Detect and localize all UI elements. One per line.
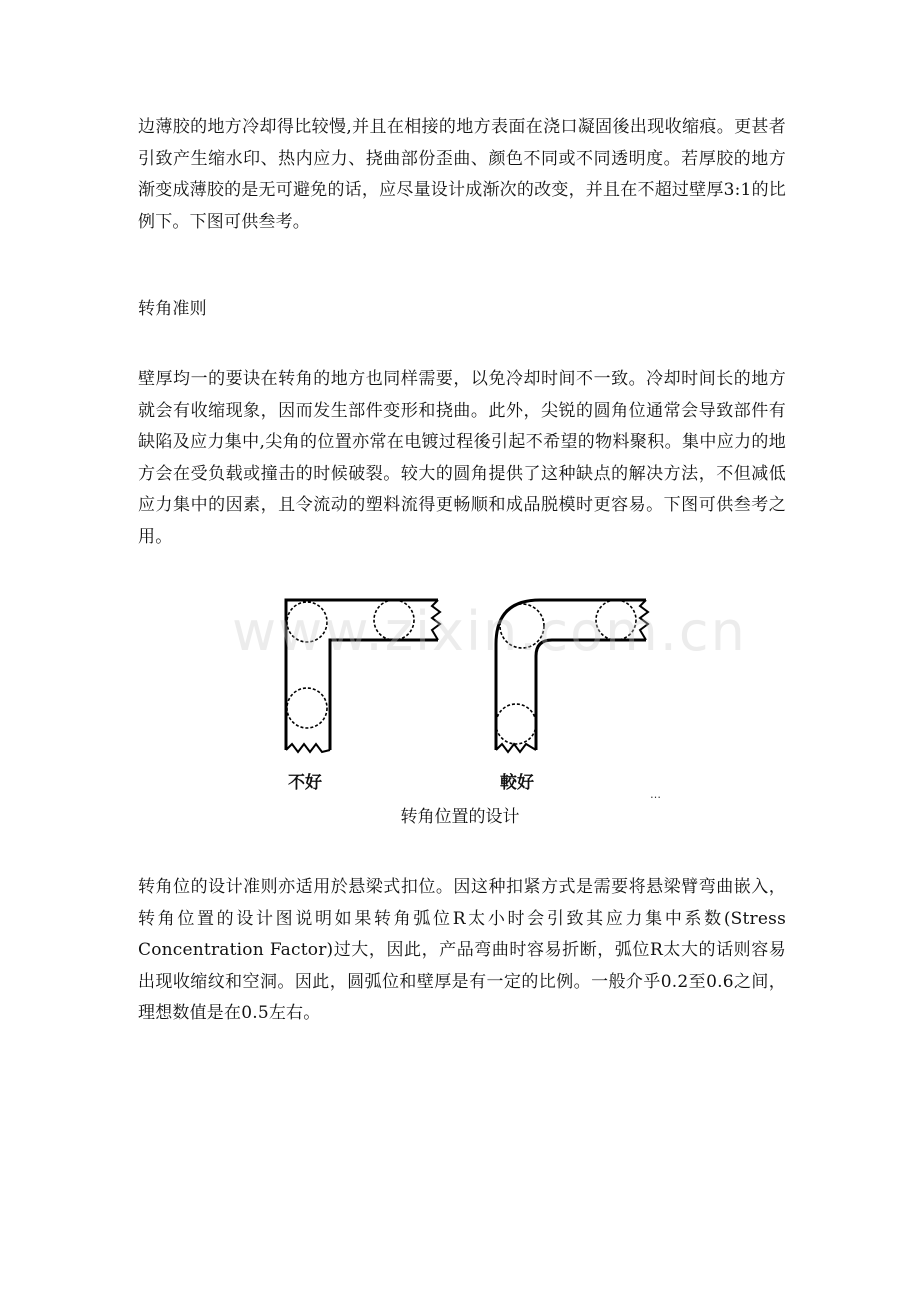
rounded-corner-circles bbox=[496, 600, 636, 744]
paragraph-corner-rules: 壁厚均一的要诀在转角的地方也同样需要，以免冷却时间不一致。冷却时间长的地方就会有收缩现象，因而发生部件变形和挠曲。此外，尖锐的圆角位通常会导致部件有缺陷及应力集中,尖角的位置亦常在电镀过程後引起不希望的物料聚积。集中应力的地方会在受负载或撞击的时候破裂。较大的圆角提供了这种缺点的解决方法，不但减低应力集中的因素，且令流动的塑料流得更畅顺和成品脱模时更容易。下图可供叁考之用。 bbox=[138, 369, 786, 547]
figure-caption: 转角位置的设计 bbox=[400, 807, 520, 827]
corner-design-figure bbox=[0, 588, 920, 828]
watermark: www.zixin.com.cn bbox=[232, 600, 747, 663]
corner-diagram bbox=[260, 588, 660, 773]
label-good: 較好 bbox=[500, 773, 534, 793]
paragraph-cantilever-snap: 转角位的设计准则亦适用於悬梁式扣位。因这种扣紧方式是需要将悬梁臂弯曲嵌入，转角位置的设计图说明如果转角弧位R太小时会引致其应力集中系数(Stress Concentration Factor)过大，因此，产品弯曲时容易折断，弧位R太大的话则容易出现收缩纹和空洞。因此，圆弧位和壁厚是有一定的比例。一般介乎0.2至0.6之间，理想数值是在0.5左右。 bbox=[138, 877, 786, 1023]
sharp-corner-shape bbox=[286, 600, 440, 752]
label-bad: 不好 bbox=[288, 773, 322, 793]
sharp-corner-circles bbox=[287, 600, 414, 728]
paragraph-wall-thickness: 边薄胶的地方冷却得比较慢,并且在相接的地方表面在浇口凝固後出现收缩痕。更甚者引致产生缩水印、热内应力、挠曲部份歪曲、颜色不同或不同透明度。若厚胶的地方渐变成薄胶的是无可避免的话，应尽量设计成渐次的改变，并且在不超过壁厚3:1的比例下。下图可供叁考。 bbox=[138, 117, 786, 232]
ellipsis-mark: … bbox=[650, 788, 661, 801]
rounded-corner-shape bbox=[496, 600, 648, 752]
section-heading: 转角准则 bbox=[138, 299, 207, 319]
